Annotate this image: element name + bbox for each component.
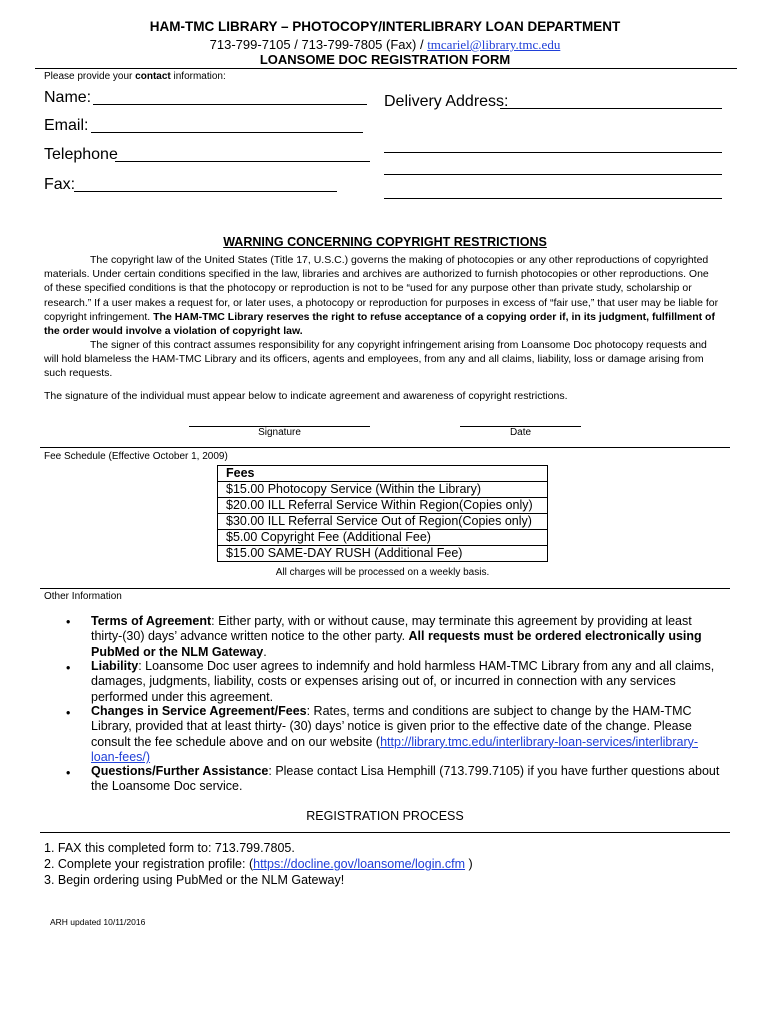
- telephone-field[interactable]: [115, 161, 370, 162]
- delivery-address-label: Delivery Address:: [384, 93, 509, 110]
- email-field[interactable]: [91, 132, 363, 133]
- liability-paragraph: [44, 338, 720, 381]
- fee-row: $30.00 ILL Referral Service Out of Region(Copies only): [218, 514, 548, 530]
- fee-table-header: Fees: [218, 466, 548, 482]
- fax-field[interactable]: [74, 191, 337, 192]
- name-label: Name:: [44, 89, 92, 106]
- changes-title: Changes in Service Agreement/Fees: [91, 704, 307, 718]
- header-divider: [35, 68, 737, 69]
- step-2-text: 2. Complete your registration profile: (: [44, 857, 254, 871]
- liability-text: : Loansome Doc user agrees to indemnify and hold harmless HAM-TMC Library from any and all claims, damages, judgments, liability, costs or expenses arising out of, or incurred in connection with any services performed under this agreement.: [91, 659, 715, 704]
- step-3: 3. Begin ordering using PubMed or the NLM Gateway!: [44, 873, 345, 887]
- changes-text: : Rates, terms and conditions are subject to change by the HAM-TMC Library, provided that at least thirty- (30) days’ notice is given prior to the effective date of the change. Please consult the fee schedule above and on our website (: [91, 704, 692, 749]
- terms-end: .: [263, 644, 267, 659]
- phone-fax: 713-799-7105 / 713-799-7805 (Fax) /: [209, 37, 428, 52]
- fee-row: $20.00 ILL Referral Service Within Region(Copies only): [218, 498, 548, 514]
- contact-numbers: [0, 37, 770, 53]
- contact-prompt: [44, 71, 226, 82]
- copyright-reservation: The HAM-TMC Library reserves the right to refuse acceptance of a copying order if, in its judgment, fulfillment of the order would involve a violation of copyright law.: [44, 310, 715, 338]
- fee-table: [217, 465, 548, 562]
- terms-text: : Either party, with or without cause, may terminate this agreement by providing at least thirty-(30) days’ advance written notice to the other party.: [91, 614, 692, 644]
- library-title: HAM-TMC LIBRARY – PHOTOCOPY/INTERLIBRARY LOAN DEPARTMENT: [149, 19, 621, 34]
- docline-login-link[interactable]: https://docline.gov/loansome/login.cfm: [253, 857, 466, 871]
- fee-row: $15.00 SAME-DAY RUSH (Additional Fee): [218, 546, 548, 562]
- updated-note: ARH updated 10/11/2016: [50, 917, 146, 927]
- delivery-address-line-3[interactable]: [384, 174, 722, 175]
- fees-website-link[interactable]: http://library.tmc.edu/interlibrary-loan-services/interlibrary-loan-fees/): [91, 734, 699, 765]
- email-label: Email:: [44, 117, 89, 134]
- step-1: 1. FAX this completed form to: 713.799.7805.: [44, 841, 295, 855]
- signature-label: Signature: [258, 427, 301, 438]
- form-title: LOANSOME DOC REGISTRATION FORM: [259, 52, 511, 67]
- delivery-address-line-2[interactable]: [384, 152, 722, 153]
- copyright-paragraph: [44, 253, 720, 338]
- registration-divider: [40, 832, 730, 833]
- registration-title: REGISTRATION PROCESS: [306, 809, 464, 823]
- fee-schedule-label: Fee Schedule (Effective October 1, 2009): [44, 451, 228, 462]
- copyright-text: The copyright law of the United States (Title 17, U.S.C.) governs the making of photocopies or any other reproductions of copyrighted materials. Under certain conditions specified in the law, libraries and archives are authorized to furnish photocopies or other reproductions. One of these specified conditions is that the photocopy or reproduction is not to be “used for any purpose other than private study, scholarship or research.” If a user makes a request for, or later uses, a photocopy or reproduction for purposes in excess of “fair use,” that user may be liable for copyright infringement.: [44, 254, 719, 323]
- fax-label: Fax:: [44, 176, 76, 193]
- questions-item: [91, 764, 721, 795]
- contact-prompt-text: Please provide your: [44, 71, 136, 82]
- step-2: [44, 856, 473, 872]
- telephone-label: Telephone: [44, 146, 118, 163]
- signature-note: The signature of the individual must appear below to indicate agreement and awareness of copyright restrictions.: [44, 390, 568, 402]
- email-link[interactable]: tmcariel@library.tmc.edu: [427, 37, 561, 52]
- liability-statement: The signer of this contract assumes responsibility for any copyright infringement arising from Loansome Doc photocopy requests and will hold blameless the HAM-TMC Library and its officers, agents and employees, from any and all claims, liability, loss or damage arising from such requests.: [44, 339, 707, 380]
- fee-note: All charges will be processed on a weekly basis.: [275, 567, 490, 578]
- contact-prompt-end: information:: [170, 71, 226, 82]
- name-field[interactable]: [93, 104, 367, 105]
- liability-item: [91, 659, 721, 705]
- delivery-address-line-4[interactable]: [384, 198, 722, 199]
- questions-title: Questions/Further Assistance: [91, 764, 269, 778]
- step-2-end: ): [465, 857, 473, 871]
- signature-divider: [40, 447, 730, 448]
- other-info-label: Other Information: [44, 591, 122, 602]
- fees-divider: [40, 588, 730, 589]
- changes-item: [91, 704, 721, 766]
- bullet-icon: •: [66, 661, 71, 675]
- liability-title: Liability: [91, 659, 139, 673]
- contact-prompt-bold: contact: [135, 71, 171, 82]
- terms-bold: All requests must be ordered electronically using PubMed or the NLM Gateway: [91, 629, 702, 659]
- bullet-icon: •: [66, 615, 71, 629]
- questions-text: : Please contact Lisa Hemphill (713.799.7105) if you have further questions about the Loansome Doc service.: [91, 764, 720, 794]
- registration-steps: [44, 840, 473, 888]
- warning-title: WARNING CONCERNING COPYRIGHT RESTRICTIONS: [223, 235, 547, 249]
- terms-item: [91, 614, 721, 660]
- fee-row: $5.00 Copyright Fee (Additional Fee): [218, 530, 548, 546]
- fee-row: $15.00 Photocopy Service (Within the Library): [218, 482, 548, 498]
- bullet-icon: •: [66, 706, 71, 720]
- terms-title: Terms of Agreement: [91, 614, 212, 628]
- delivery-address-field[interactable]: [500, 108, 722, 109]
- bullet-icon: •: [66, 766, 71, 780]
- date-label: Date: [509, 427, 532, 438]
